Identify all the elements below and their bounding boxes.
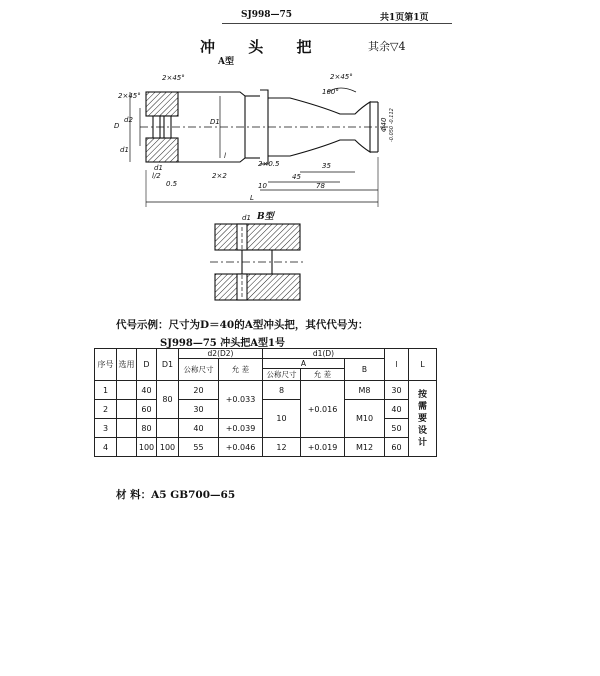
col-D: D xyxy=(137,349,157,381)
type-a-label: A型 xyxy=(218,57,234,67)
dim-2x05: 2×0.5 xyxy=(258,160,280,168)
dim-l: l xyxy=(224,152,226,160)
dim-10: 10 xyxy=(258,182,267,190)
table-row: 1 40 80 20 +0.033 8 +0.016 M8 30 按需要设计 xyxy=(95,381,437,400)
col-l: l xyxy=(385,349,409,381)
dim-D1: D1 xyxy=(210,118,220,126)
page-count: 共1页第1页 xyxy=(380,13,429,23)
dim-L: L xyxy=(250,194,254,202)
col-L: L xyxy=(409,349,437,381)
code-designation: SJ998—75 冲头把A型1号 xyxy=(160,338,285,349)
doc-code: SJ998—75 xyxy=(241,10,293,20)
col-no: 序号 xyxy=(95,349,117,381)
technical-drawing xyxy=(100,62,400,312)
dim-d1-typeb: d1 xyxy=(242,214,251,222)
col-a-nominal: 公称尺寸 xyxy=(263,369,301,381)
L-note: 按需要设计 xyxy=(409,381,437,457)
surface-finish-note: 其余▽4 xyxy=(368,40,406,53)
dim-35: 35 xyxy=(322,162,331,170)
head-section-top xyxy=(146,92,178,116)
col-d1: d1(D) xyxy=(263,349,385,359)
col-d2-tolerance: 允 差 xyxy=(219,359,263,381)
dim-chamfer-left: 2×45° xyxy=(162,74,185,82)
col-B: B xyxy=(345,359,385,381)
dim-45: 45 xyxy=(292,173,301,181)
code-example: 代号示例：尺寸为D＝40的A型冲头把，其代代号为： xyxy=(116,319,369,331)
dim-d1-pin: d1 xyxy=(154,164,163,172)
dim-angle: 160° xyxy=(322,88,339,96)
dim-l2: l/2 xyxy=(152,172,161,180)
dim-shank-diameter: Φ40 xyxy=(380,117,388,132)
col-select: 选用 xyxy=(117,349,137,381)
dim-78: 78 xyxy=(316,182,325,190)
page-title: 冲 头 把 xyxy=(200,38,326,56)
table-row: 4 100 100 55 +0.046 12 +0.019 M12 60 xyxy=(95,438,437,457)
col-A: A xyxy=(263,359,345,369)
header-rule xyxy=(222,23,452,24)
dim-d1-bore: d1 xyxy=(120,146,129,154)
type-b-label: B型 xyxy=(257,212,274,222)
table-row: 2 60 30 10 M10 40 xyxy=(95,400,437,419)
spec-table xyxy=(94,348,437,457)
col-D1: D1 xyxy=(157,349,179,381)
table-row: 3 80 40 +0.039 50 xyxy=(95,419,437,438)
dim-05: 0.5 xyxy=(166,180,178,188)
col-a-tolerance: 允 差 xyxy=(301,369,345,381)
material-note: 材 料：A5 GB700—65 xyxy=(116,489,236,501)
dim-chamfer-small: 2×45° xyxy=(118,92,141,100)
dim-d2: d2 xyxy=(124,116,133,124)
head-section-bottom xyxy=(146,138,178,162)
dim-chamfer-right: 2×45° xyxy=(330,73,353,81)
col-d2-nominal: 公称尺寸 xyxy=(179,359,219,381)
col-d2: d2(D2) xyxy=(179,349,263,359)
type-b-section-top xyxy=(215,224,300,250)
dim-2x2: 2×2 xyxy=(212,172,227,180)
dim-D: D xyxy=(114,122,120,130)
dim-shank-tolerance: -0.050 -0.112 xyxy=(389,108,395,142)
type-b-section-bottom xyxy=(215,274,300,300)
